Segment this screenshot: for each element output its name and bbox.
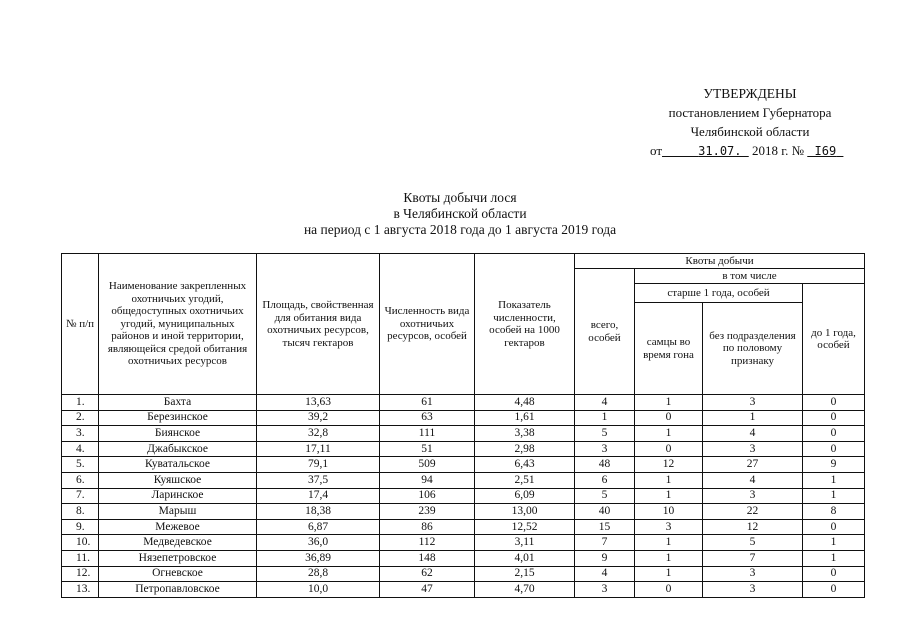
cell-num: 6. <box>62 472 99 488</box>
approval-number: I69 <box>814 144 837 158</box>
cell-density: 4,48 <box>475 395 575 411</box>
cell-total: 3 <box>575 441 635 457</box>
approval-year: 2018 г. № <box>751 143 805 158</box>
header-including: в том числе <box>635 269 865 284</box>
table-row <box>62 488 865 504</box>
cell-no-sex: 5 <box>703 535 803 551</box>
header-total: всего, особей <box>575 269 635 395</box>
cell-num: 7. <box>62 488 99 504</box>
cell-num: 2. <box>62 410 99 426</box>
cell-density: 6,43 <box>475 457 575 473</box>
cell-area: 28,8 <box>257 566 380 582</box>
table-row <box>62 395 865 411</box>
cell-no-sex: 4 <box>703 472 803 488</box>
table-row <box>62 535 865 551</box>
table-row <box>62 426 865 442</box>
cell-under1: 0 <box>803 582 865 598</box>
cell-area: 79,1 <box>257 457 380 473</box>
header-no-sex: без подразделения по половому признаку <box>703 303 803 395</box>
cell-under1: 8 <box>803 504 865 520</box>
cell-males: 12 <box>635 457 703 473</box>
cell-under1: 1 <box>803 535 865 551</box>
table-row <box>62 410 865 426</box>
header-males: самцы во время гона <box>635 303 703 395</box>
cell-density: 3,38 <box>475 426 575 442</box>
cell-total: 15 <box>575 519 635 535</box>
cell-density: 4,70 <box>475 582 575 598</box>
cell-num: 1. <box>62 395 99 411</box>
cell-name: Нязепетровское <box>99 550 257 566</box>
cell-males: 3 <box>635 519 703 535</box>
table-row <box>62 457 865 473</box>
cell-name: Ларинское <box>99 488 257 504</box>
table-row <box>62 566 865 582</box>
cell-area: 6,87 <box>257 519 380 535</box>
cell-num: 10. <box>62 535 99 551</box>
cell-density: 2,51 <box>475 472 575 488</box>
table-row <box>62 441 865 457</box>
cell-name: Огневское <box>99 566 257 582</box>
cell-males: 0 <box>635 410 703 426</box>
cell-population: 62 <box>380 566 475 582</box>
cell-area: 18,38 <box>257 504 380 520</box>
cell-population: 63 <box>380 410 475 426</box>
cell-total: 40 <box>575 504 635 520</box>
cell-name: Петропавловское <box>99 582 257 598</box>
cell-area: 13,63 <box>257 395 380 411</box>
cell-males: 1 <box>635 395 703 411</box>
cell-population: 106 <box>380 488 475 504</box>
cell-population: 86 <box>380 519 475 535</box>
cell-total: 7 <box>575 535 635 551</box>
cell-under1: 9 <box>803 457 865 473</box>
table-row <box>62 582 865 598</box>
cell-num: 9. <box>62 519 99 535</box>
cell-population: 61 <box>380 395 475 411</box>
cell-name: Джабыкское <box>99 441 257 457</box>
cell-population: 94 <box>380 472 475 488</box>
cell-total: 9 <box>575 550 635 566</box>
header-name: Наименование закрепленных охотничьих угодий, общедоступных охотничьих угодий, муниципальных районов и иной территории, являющейся средой обитания охотничьих ресурсов <box>99 254 257 395</box>
cell-density: 1,61 <box>475 410 575 426</box>
title-line-2: в Челябинской области <box>393 206 527 221</box>
cell-name: Межевое <box>99 519 257 535</box>
cell-num: 8. <box>62 504 99 520</box>
cell-no-sex: 3 <box>703 582 803 598</box>
cell-under1: 0 <box>803 519 865 535</box>
cell-density: 2,98 <box>475 441 575 457</box>
cell-density: 12,52 <box>475 519 575 535</box>
cell-under1: 0 <box>803 566 865 582</box>
approval-line-2: Челябинской области <box>690 124 810 139</box>
cell-num: 12. <box>62 566 99 582</box>
cell-no-sex: 27 <box>703 457 803 473</box>
cell-name: Медведевское <box>99 535 257 551</box>
cell-population: 51 <box>380 441 475 457</box>
cell-area: 17,11 <box>257 441 380 457</box>
cell-name: Бахта <box>99 395 257 411</box>
cell-population: 509 <box>380 457 475 473</box>
cell-density: 6,09 <box>475 488 575 504</box>
cell-under1: 1 <box>803 472 865 488</box>
cell-no-sex: 22 <box>703 504 803 520</box>
cell-population: 148 <box>380 550 475 566</box>
cell-num: 13. <box>62 582 99 598</box>
cell-males: 1 <box>635 535 703 551</box>
cell-total: 5 <box>575 488 635 504</box>
cell-no-sex: 3 <box>703 488 803 504</box>
cell-density: 2,15 <box>475 566 575 582</box>
cell-males: 1 <box>635 550 703 566</box>
cell-under1: 0 <box>803 395 865 411</box>
cell-no-sex: 3 <box>703 441 803 457</box>
cell-area: 36,89 <box>257 550 380 566</box>
cell-no-sex: 3 <box>703 566 803 582</box>
cell-total: 5 <box>575 426 635 442</box>
cell-total: 3 <box>575 582 635 598</box>
cell-density: 4,01 <box>475 550 575 566</box>
cell-total: 4 <box>575 566 635 582</box>
cell-area: 17,4 <box>257 488 380 504</box>
cell-under1: 1 <box>803 550 865 566</box>
cell-total: 1 <box>575 410 635 426</box>
cell-name: Куяшское <box>99 472 257 488</box>
cell-males: 10 <box>635 504 703 520</box>
document-title <box>200 190 720 238</box>
header-area: Площадь, свойственная для обитания вида охотничьих ресурсов, тысяч гектаров <box>257 254 380 395</box>
cell-density: 3,11 <box>475 535 575 551</box>
cell-males: 0 <box>635 441 703 457</box>
cell-under1: 1 <box>803 488 865 504</box>
cell-num: 5. <box>62 457 99 473</box>
header-older: старше 1 года, особей <box>635 284 803 303</box>
cell-area: 32,8 <box>257 426 380 442</box>
table-row <box>62 472 865 488</box>
approval-date: 31.07. <box>698 144 742 158</box>
cell-males: 1 <box>635 488 703 504</box>
cell-males: 1 <box>635 426 703 442</box>
quota-table <box>61 253 865 598</box>
cell-males: 0 <box>635 582 703 598</box>
cell-name: Биянское <box>99 426 257 442</box>
cell-area: 36,0 <box>257 535 380 551</box>
header-quota-group: Квоты добычи <box>575 254 865 269</box>
header-population: Численность вида охотничьих ресурсов, особей <box>380 254 475 395</box>
table-row <box>62 504 865 520</box>
cell-under1: 0 <box>803 426 865 442</box>
header-under1: до 1 года, особей <box>803 284 865 395</box>
title-line-3: на период с 1 августа 2018 года до 1 августа 2019 года <box>303 222 617 237</box>
cell-total: 6 <box>575 472 635 488</box>
approval-stamp <box>640 84 860 161</box>
header-density: Показатель численности, особей на 1000 гектаров <box>475 254 575 395</box>
cell-population: 47 <box>380 582 475 598</box>
title-line-1: Квоты добычи лося <box>403 190 517 205</box>
cell-males: 1 <box>635 566 703 582</box>
cell-under1: 0 <box>803 441 865 457</box>
cell-no-sex: 4 <box>703 426 803 442</box>
cell-no-sex: 12 <box>703 519 803 535</box>
cell-population: 112 <box>380 535 475 551</box>
cell-population: 239 <box>380 504 475 520</box>
cell-under1: 0 <box>803 410 865 426</box>
cell-name: Марыш <box>99 504 257 520</box>
table-row <box>62 519 865 535</box>
cell-name: Березинское <box>99 410 257 426</box>
cell-population: 111 <box>380 426 475 442</box>
cell-area: 10,0 <box>257 582 380 598</box>
cell-num: 4. <box>62 441 99 457</box>
header-num: № п/п <box>62 254 99 395</box>
cell-no-sex: 1 <box>703 410 803 426</box>
approval-date-line <box>640 141 860 161</box>
approval-heading: УТВЕРЖДЕНЫ <box>703 86 797 101</box>
quota-table-header <box>62 254 865 395</box>
cell-total: 4 <box>575 395 635 411</box>
cell-name: Куватальское <box>99 457 257 473</box>
table-row <box>62 550 865 566</box>
cell-no-sex: 7 <box>703 550 803 566</box>
cell-density: 13,00 <box>475 504 575 520</box>
cell-num: 11. <box>62 550 99 566</box>
cell-males: 1 <box>635 472 703 488</box>
cell-area: 39,2 <box>257 410 380 426</box>
approval-line-1: постановлением Губернатора <box>668 105 832 120</box>
approval-date-prefix: от <box>650 143 663 158</box>
quota-table-body <box>62 395 865 598</box>
cell-num: 3. <box>62 426 99 442</box>
cell-no-sex: 3 <box>703 395 803 411</box>
cell-total: 48 <box>575 457 635 473</box>
cell-area: 37,5 <box>257 472 380 488</box>
